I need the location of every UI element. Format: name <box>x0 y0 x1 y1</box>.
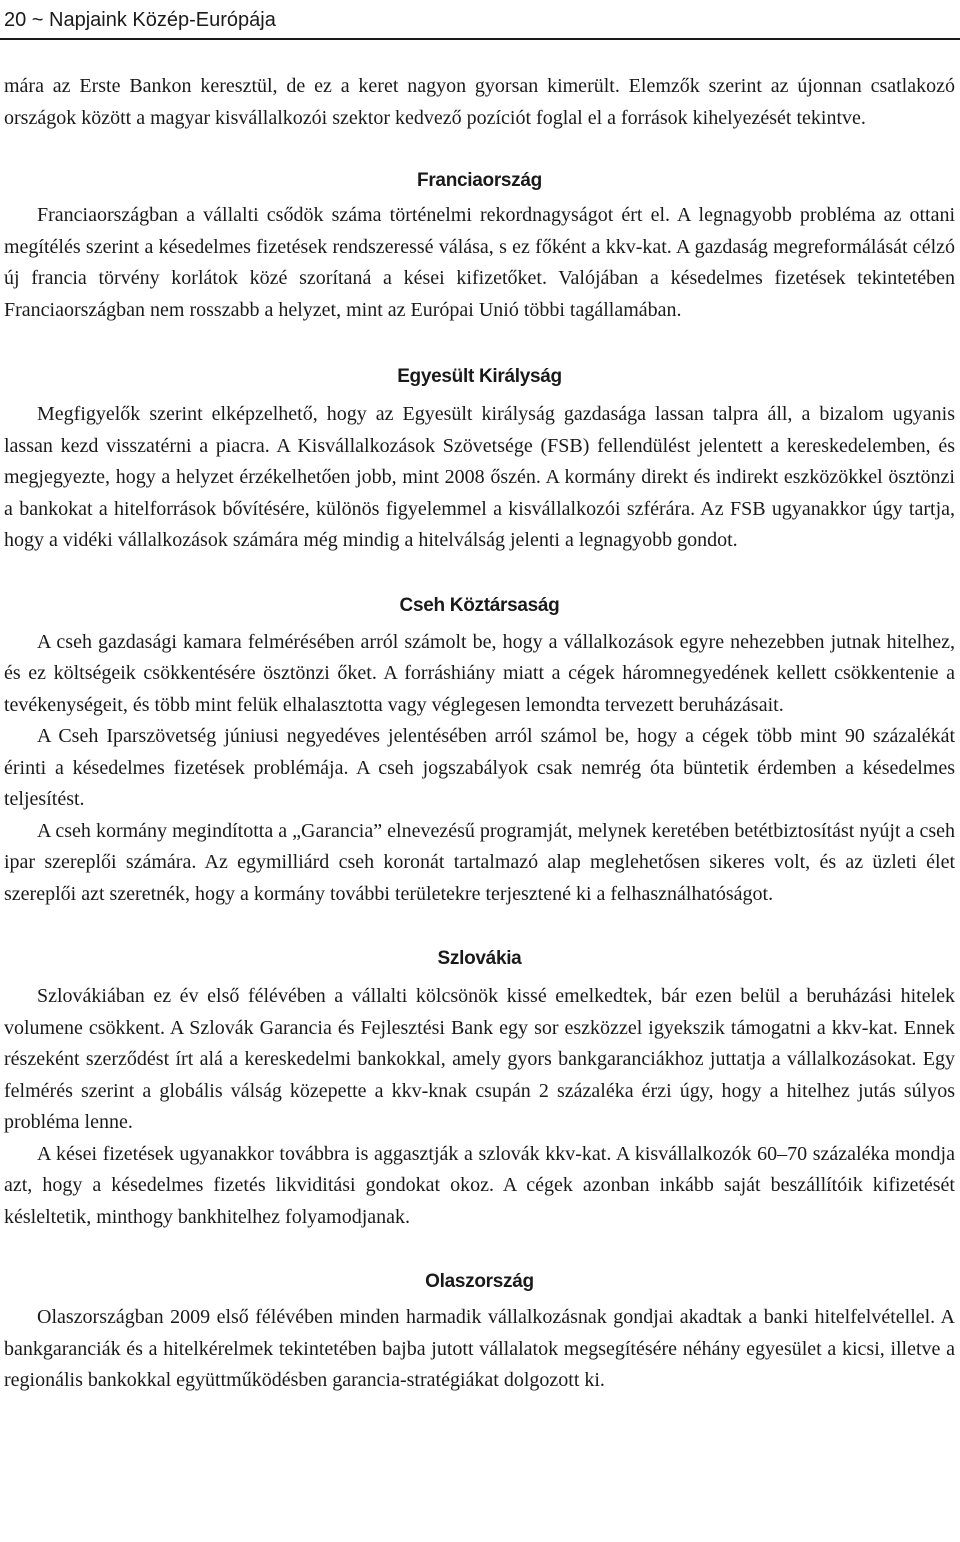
czech-paragraph-1: A cseh gazdasági kamara felmérésében arról számolt be, hogy a vállalkozások egyre nehezebben jutnak hitelhez, és ez költségeik csökkentésére ösztönzi őket. A forráshiány miatt a cégek háromnegyedének kellett csökkentenie a tevékenységeit, és több mint felük elhalasztotta vagy véglegesen lemondta tervezett beruházásait. <box>4 630 955 716</box>
intro-paragraph: mára az Erste Bankon keresztül, de ez a keret nagyon gyorsan kimerült. Elemzők szerint az újonnan csatlakozó országok között a magyar kisvállalkozói szektor kedvező pozíciót foglal el a források kihelyezését tekintve. <box>4 75 955 129</box>
page-header <box>0 0 960 40</box>
section-heading-uk: Egyesült Királyság <box>397 366 562 387</box>
section-heading-france: Franciaország <box>417 170 542 191</box>
slovakia-paragraph-2: A kései fizetések ugyanakkor továbbra is aggasztják a szlovák kkv-kat. A kisvállalkozók 60–70 százaléka mondja azt, hogy a késedelmes fizetés likviditási gondokat okoz. A cégek azonban inkább saját beszállítóik kifizetését késleltetik, minthogy bankhitelhez folyamodjanak. <box>4 1142 955 1228</box>
section-heading-slovakia: Szlovákia <box>437 948 522 969</box>
page-body <box>4 71 955 1397</box>
section-heading-italy: Olaszország <box>425 1271 534 1292</box>
france-paragraph-1: Franciaországban a vállalti csődök száma történelmi rekordnagyságot ért el. A legnagyobb probléma az ottani megítélés szerint a késedelmes fizetések rendszeressé válása, s ez főként a kkv-kat. A gazdaság megreformálását célzó új francia törvény korlátok közé szorítaná a kései kifizetőket. Valójában a késedelmes fizetések tekintetében Franciaországban nem rosszabb a helyzet, mint az Európai Unió többi tagállamában. <box>4 204 955 321</box>
slovakia-paragraph-1: Szlovákiában ez év első félévében a vállalti kölcsönök kissé emelkedtek, bár ezen belül a beruházási hitelek volumene csökkent. A Szlovák Garancia és Fejlesztési Bank egy sor eszközzel igyekszik támogatni a kkv-kat. Ennek részeként szerződést írt alá a kereskedelmi bankokkal, amely gyors bankgaranciákhoz juttatja a vállalkozásokat. Egy felmérés szerint a globális válság közepette a kkv-knak csupán 2 százaléka érzi úgy, hogy a hitelhez jutás súlyos probléma lenne. <box>4 985 955 1133</box>
section-heading-czech: Cseh Köztársaság <box>399 594 560 616</box>
italy-paragraph-1: Olaszországban 2009 első félévében minden harmadik vállalkozásnak gondjai akadtak a banki hitelfelvétellel. A bankgaranciák és a hitelkérelmek tekintetében bajba jutott vállalatok megsegítésére néhány egyesület a kicsi, illetve a regionális bankokkal együttműködésben garancia-stratégiákat dolgozott ki. <box>4 1306 955 1391</box>
czech-paragraph-3: A cseh kormány megindította a „Garancia” elnevezésű programját, melynek keretében betétbiztosítást nyújt a cseh ipar szereplői számára. Az egymilliárd cseh koronát tartalmazó alap meglehetősen sikeres volt, és az üzleti élet szereplői azt szeretnék, hogy a kormány további területekre terjesztené ki a felhasználhatóságot. <box>4 819 955 905</box>
czech-paragraph-2: A Cseh Iparszövetség júniusi negyedéves jelentésében arról számol be, hogy a cégek több mint 90 százalékát érinti a késedelmes fizetések problémája. A cseh jogszabályok csak nemrég óta büntetik érdemben a késedelmes teljesítést. <box>4 725 955 810</box>
uk-paragraph-1: Megfigyelők szerint elképzelhető, hogy az Egyesült királyság gazdasága lassan talpra áll, a bizalom ugyanis lassan kezd visszatérni a piacra. A Kisvállalkozások Szövetsége (FSB) fellendülést jelentett a kereskedelemben, és megjegyezte, hogy a helyzet érzékelhetően jobb, mint 2008 őszén. A kormány direkt és indirekt eszközökkel ösztönzi a bankokat a hitelforrások bővítésére, különös figyelemmel a kisvállalkozói szférára. Az FSB ugyanakkor úgy tartja, hogy a vidéki vállalkozások számára még mindig a hitelválság jelenti a legnagyobb gondot. <box>4 403 955 551</box>
page-header-label: 20 ~ Napjaink Közép-Európája <box>4 9 276 31</box>
